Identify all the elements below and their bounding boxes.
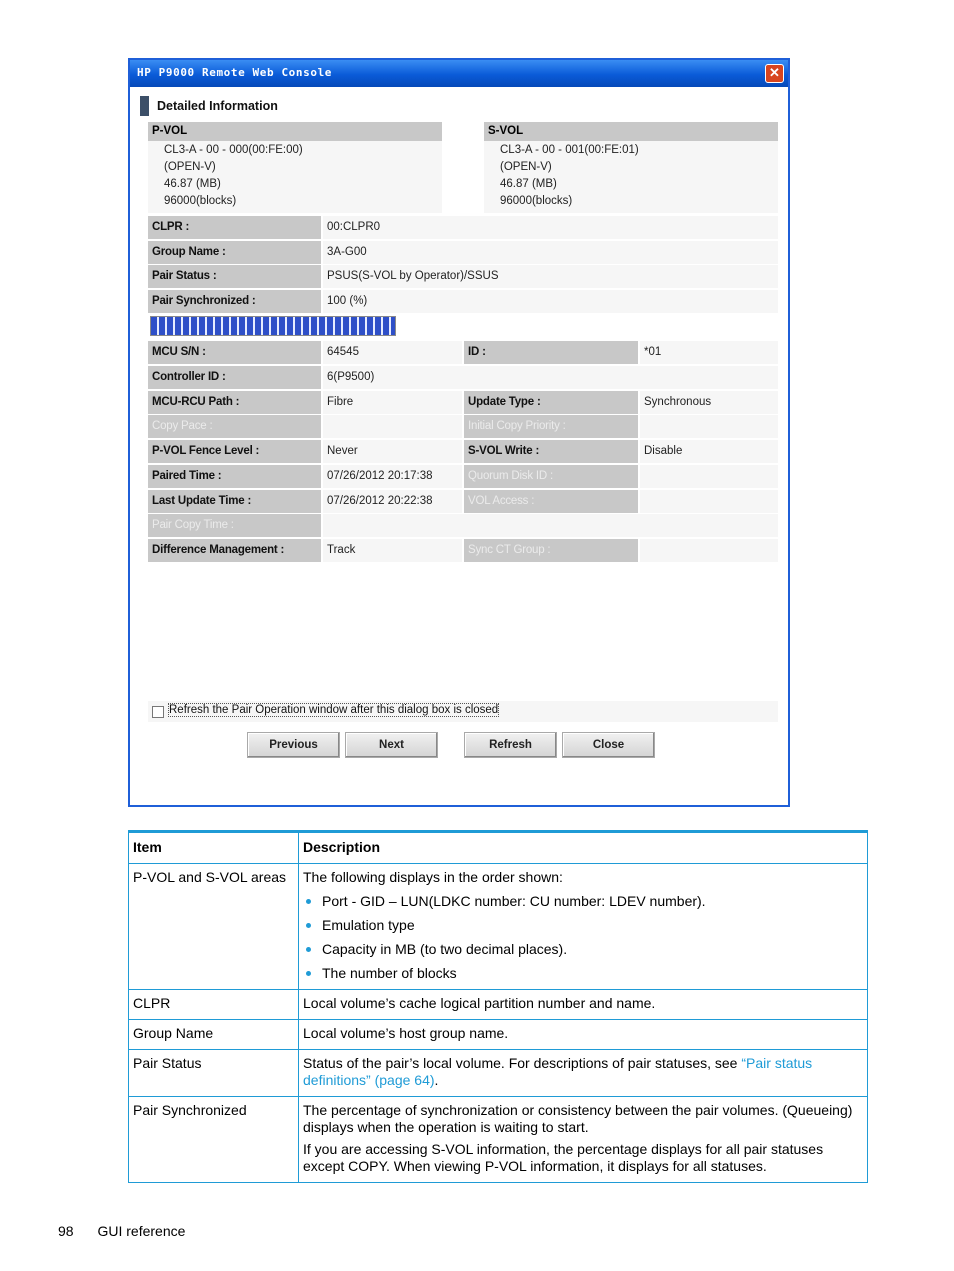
pvol-emulation: (OPEN-V) xyxy=(164,161,216,173)
refresh-checkbox-label[interactable]: Refresh the Pair Operation window after this dialog box is closed xyxy=(169,704,499,716)
table-row xyxy=(129,990,868,1020)
paired-time-label: Paired Time : xyxy=(148,465,321,488)
pair-status-label: Pair Status : xyxy=(148,265,321,288)
group-name-label: Group Name : xyxy=(148,241,321,264)
row-item: Group Name xyxy=(129,1020,299,1050)
page-number: 98 xyxy=(58,1223,74,1239)
vol-access-value xyxy=(640,490,778,513)
update-type-value: Synchronous xyxy=(640,391,778,414)
svol-header: S-VOL xyxy=(484,122,778,141)
mcu-rcu-path-value: Fibre xyxy=(323,391,462,414)
initial-copy-priority-value xyxy=(640,415,778,438)
copy-pace-label: Copy Pace : xyxy=(148,415,321,438)
initial-copy-priority-label: Initial Copy Priority : xyxy=(464,415,638,438)
row-item: Pair Status xyxy=(129,1050,299,1097)
footer-section-title: GUI reference xyxy=(97,1223,186,1239)
quorum-disk-id-label: Quorum Disk ID : xyxy=(464,465,638,488)
mcu-sn-label: MCU S/N : xyxy=(148,341,321,364)
pair-status-value: PSUS(S-VOL by Operator)/SSUS xyxy=(323,265,778,288)
field-description-table xyxy=(128,830,868,1183)
pvol-capacity: 46.87 (MB) xyxy=(164,178,221,190)
controller-id-label: Controller ID : xyxy=(148,366,321,389)
areas-bullet-list xyxy=(303,893,863,982)
quorum-disk-id-value xyxy=(640,465,778,488)
sync-progress-bar xyxy=(150,316,396,336)
controller-id-value: 6(P9500) xyxy=(323,366,778,389)
table-row xyxy=(129,864,868,990)
mcu-sn-value: 64545 xyxy=(323,341,462,364)
list-item: Emulation type xyxy=(303,917,863,934)
row-description xyxy=(299,1050,868,1097)
title-bar[interactable] xyxy=(130,60,788,87)
vol-access-label: VOL Access : xyxy=(464,490,638,513)
table-row xyxy=(129,1097,868,1183)
last-update-time-value: 07/26/2012 20:22:38 xyxy=(323,490,462,513)
dialog-content xyxy=(130,87,788,805)
row-description xyxy=(299,1097,868,1183)
difference-management-value: Track xyxy=(323,539,462,562)
svol-blocks: 96000(blocks) xyxy=(500,195,573,207)
close-button[interactable]: Close xyxy=(562,732,655,758)
section-marker xyxy=(140,96,149,116)
status-desc-text: Status of the pair’s local volume. For descriptions of pair statuses, see xyxy=(303,1055,742,1071)
pvol-info xyxy=(148,141,442,213)
sync-ct-group-value xyxy=(640,539,778,562)
refresh-button[interactable]: Refresh xyxy=(464,732,557,758)
table-header-row xyxy=(129,832,868,864)
svol-emulation: (OPEN-V) xyxy=(500,161,552,173)
pvol-port: CL3-A - 00 - 000(00:FE:00) xyxy=(164,144,303,156)
page-footer xyxy=(58,1223,205,1239)
svol-write-label: S-VOL Write : xyxy=(464,440,638,463)
pair-sync-label: Pair Synchronized : xyxy=(148,290,321,313)
section-title: Detailed Information xyxy=(157,99,278,113)
previous-button[interactable]: Previous xyxy=(247,732,340,758)
group-name-value: 3A-G00 xyxy=(323,241,778,264)
last-update-time-label: Last Update Time : xyxy=(148,490,321,513)
table-row xyxy=(129,1050,868,1097)
list-item: The number of blocks xyxy=(303,965,863,982)
copy-pace-value xyxy=(323,415,462,438)
pair-status-definitions-link[interactable]: “Pair status definitions” (page 64) xyxy=(303,1055,813,1088)
next-button[interactable]: Next xyxy=(345,732,438,758)
areas-intro: The following displays in the order shown: xyxy=(303,869,563,885)
list-item: Port - GID – LUN(LDKC number: CU number: LDEV number). xyxy=(303,893,863,910)
pvol-fence-level-value: Never xyxy=(323,440,462,463)
sync-ct-group-label: Sync CT Group : xyxy=(464,539,638,562)
svol-capacity: 46.87 (MB) xyxy=(500,178,557,190)
pair-copy-time-value xyxy=(323,514,778,537)
pvol-fence-level-label: P-VOL Fence Level : xyxy=(148,440,321,463)
id-value: *01 xyxy=(640,341,778,364)
table-row xyxy=(129,1020,868,1050)
row-item: CLPR xyxy=(129,990,299,1020)
clpr-label: CLPR : xyxy=(148,216,321,239)
detail-dialog-window xyxy=(128,58,790,807)
pvol-header: P-VOL xyxy=(148,122,442,141)
svol-port: CL3-A - 00 - 001(00:FE:01) xyxy=(500,144,639,156)
row-item: P-VOL and S-VOL areas xyxy=(129,864,299,990)
sync-desc-para2: If you are accessing S-VOL information, the percentage displays for all pair statuses except COPY. When viewing P-VOL information, it displays for all statuses. xyxy=(303,1141,824,1174)
difference-management-label: Difference Management : xyxy=(148,539,321,562)
paired-time-value: 07/26/2012 20:17:38 xyxy=(323,465,462,488)
id-label: ID : xyxy=(464,341,638,364)
sync-progress-fill xyxy=(151,317,395,335)
row-description xyxy=(299,864,868,990)
update-type-label: Update Type : xyxy=(464,391,638,414)
sync-desc-para1: The percentage of synchronization or consistency between the pair volumes. (Queueing) displays when the operation is waiting to start. xyxy=(303,1102,853,1135)
row-item: Pair Synchronized xyxy=(129,1097,299,1183)
svol-write-value: Disable xyxy=(640,440,778,463)
status-desc-end: . xyxy=(434,1072,439,1088)
refresh-checkbox[interactable] xyxy=(152,706,164,718)
list-item: Capacity in MB (to two decimal places). xyxy=(303,941,863,958)
item-column-header: Item xyxy=(129,832,299,864)
row-description: Local volume’s cache logical partition number and name. xyxy=(299,990,868,1020)
svol-info xyxy=(484,141,778,213)
pvol-blocks: 96000(blocks) xyxy=(164,195,237,207)
mcu-rcu-path-label: MCU-RCU Path : xyxy=(148,391,321,414)
pair-sync-value: 100 (%) xyxy=(323,290,778,313)
pair-copy-time-label: Pair Copy Time : xyxy=(148,514,321,537)
clpr-value: 00:CLPR0 xyxy=(323,216,778,239)
refresh-option-row xyxy=(148,701,778,722)
window-title: HP P9000 Remote Web Console xyxy=(137,66,333,79)
close-icon[interactable]: ✕ xyxy=(765,64,784,83)
row-description: Local volume’s host group name. xyxy=(299,1020,868,1050)
description-column-header: Description xyxy=(299,832,868,864)
